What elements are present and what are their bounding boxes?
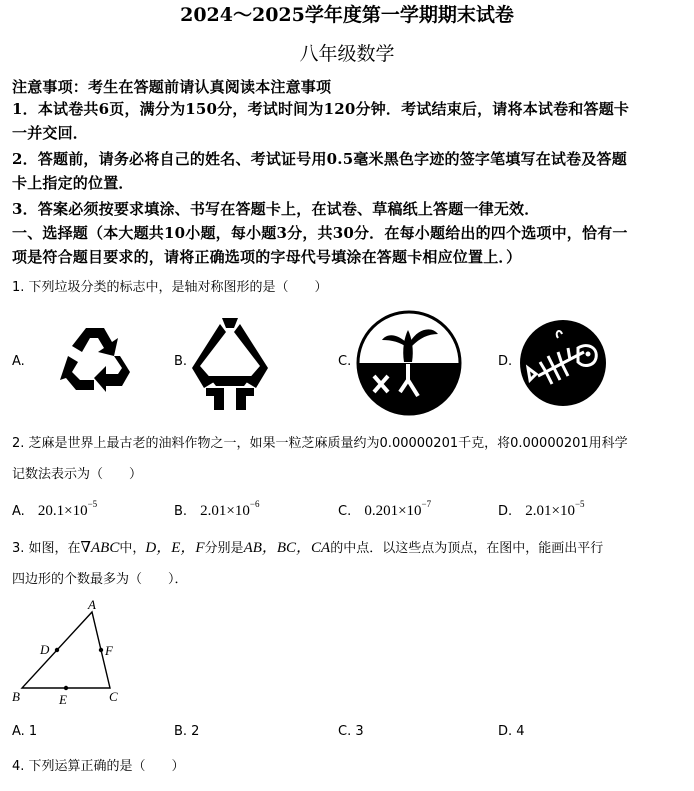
exam-subtitle: 八年级数学 — [299, 43, 395, 65]
triangle-figure — [8, 596, 138, 708]
q1-option-a-label: A. — [12, 354, 25, 369]
label-e: E — [59, 692, 67, 707]
q3-option-c: C. 3 — [338, 724, 364, 739]
q3-option-d: D. 4 — [498, 724, 525, 739]
q2-option-d: D. $2.01\times 10^{-5}$ — [498, 499, 585, 519]
q4-stem: 4. 下列运算正确的是（ ） — [12, 759, 185, 774]
kitchen-waste-icon — [356, 310, 462, 416]
q2-option-b: B. $2.01\times 10^{-6}$ — [174, 499, 260, 519]
section-1-line-1: 一、选择题（本大题共10小题，每小题3分，共30分．在每小题给出的四个选项中，恰有一 — [12, 224, 628, 242]
q3-stem-line-2: 四边形的个数最多为（ ）． — [12, 572, 188, 587]
label-f: F — [105, 643, 113, 658]
notice-item-2-line-2: 卡上指定的位置． — [12, 174, 134, 192]
q1-option-c-label: C. — [338, 354, 352, 369]
q2-option-c: C. $0.201\times 10^{-7}$ — [338, 499, 432, 519]
notice-item-3: 3．答案必须按要求填涂、书写在答题卡上，在试卷、草稿纸上答题一律无效． — [12, 200, 540, 218]
notice-item-2-line-1: 2．答题前，请务必将自己的姓名、考试证号用0.5毫米黑色字迹的签字笔填写在试卷及答题 — [12, 150, 627, 168]
notice-item-1-line-1: 1．本试卷共6页，满分为150分，考试时间为120分钟．考试结束后，请将本试卷和答题卡 — [12, 100, 630, 118]
q2-option-a: A. $20.1\times 10^{-5}$ — [12, 499, 98, 519]
q1-option-d-label: D. — [498, 354, 513, 369]
q3-stem-line-1: 3. 如图，在∇ABC中，D，E，F分别是AB，BC，CA的中点．以这些点为顶点，在图中，能画出平行 — [12, 540, 604, 556]
q3-option-a: A. 1 — [12, 724, 38, 739]
label-d: D — [40, 642, 50, 657]
q1-stem: 1. 下列垃圾分类的标志中，是轴对称图形的是（ ） — [12, 280, 328, 295]
other-waste-icon — [518, 318, 608, 408]
q2-stem-line-1: 2. 芝麻是世界上最古老的油料作物之一，如果一粒芝麻质量约为0.00000201千克，将0.00000201用科学 — [12, 436, 628, 451]
exam-title: 2024～2025学年度第一学期期末试卷 — [180, 4, 514, 26]
label-c: C — [109, 689, 118, 704]
q3-option-b: B. 2 — [174, 724, 200, 739]
q2-stem-line-2: 记数法表示为（ ） — [12, 467, 143, 482]
notice-heading: 注意事项：考生在答题前请认真阅读本注意事项 — [12, 78, 332, 96]
recycle-icon — [56, 322, 138, 398]
label-a: A — [88, 597, 96, 612]
q1-option-b-label: B. — [174, 354, 188, 369]
notice-item-1-line-2: 一并交回． — [12, 124, 89, 142]
label-b: B — [12, 689, 20, 704]
hazardous-waste-icon — [192, 316, 268, 410]
section-1-line-2: 项是符合题目要求的，请将正确选项的字母代号填涂在答题卡相应位置上．） — [12, 248, 522, 266]
